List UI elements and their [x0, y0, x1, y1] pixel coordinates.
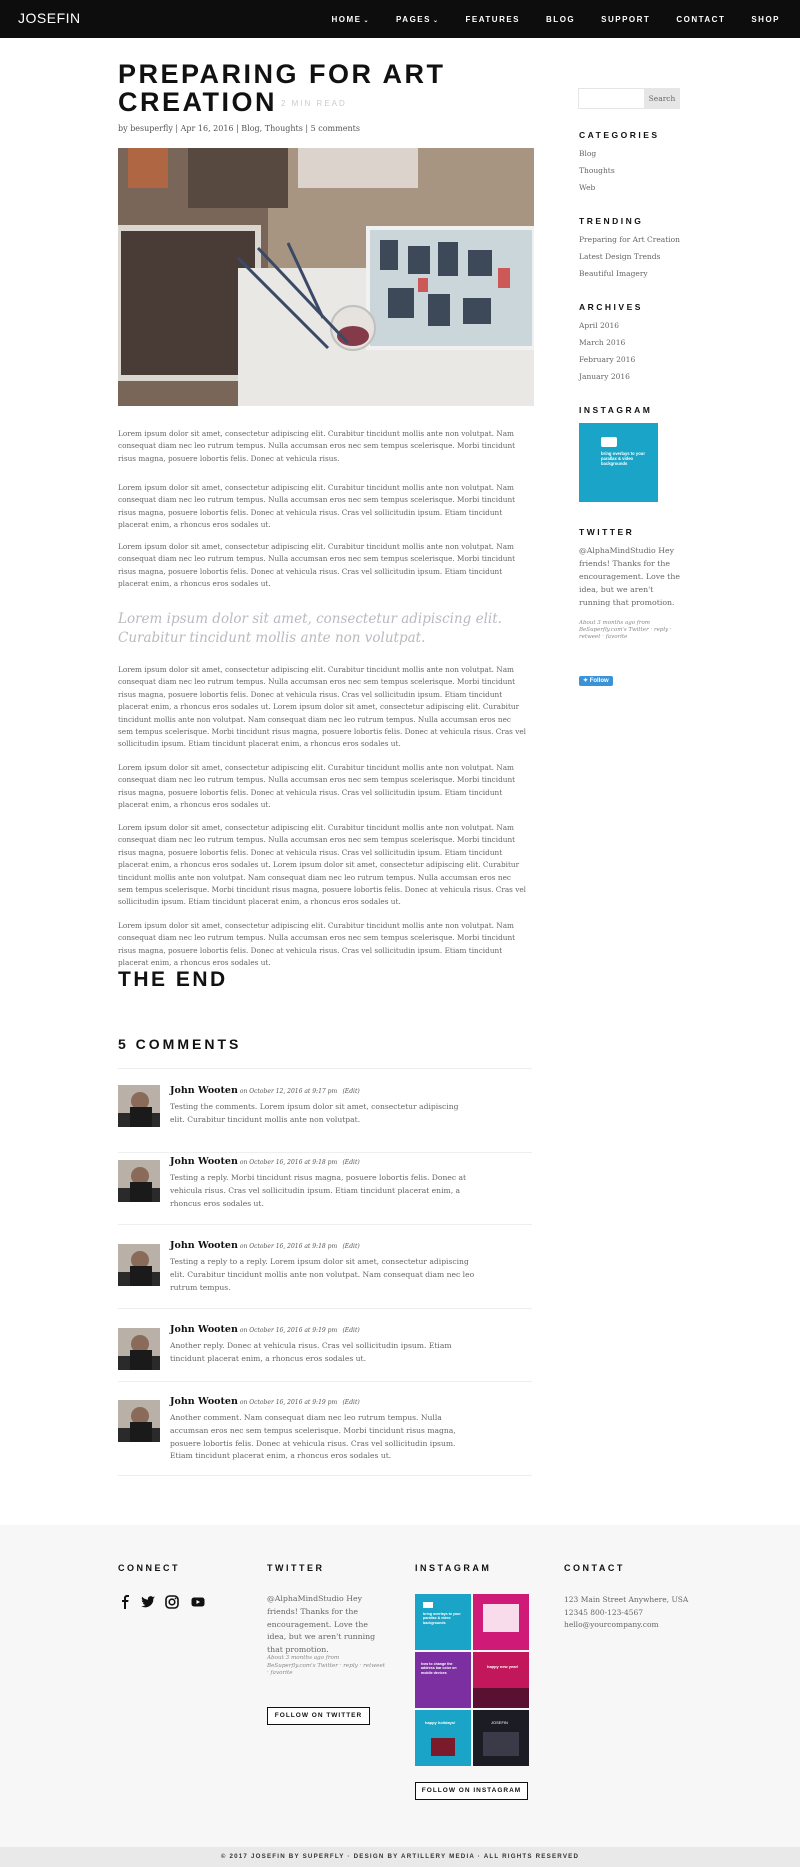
- footer-tweet-text: @AlphaMindStudio Hey friends! Thanks for the encouragement. Love the idea, but we aren't running that promotion.: [267, 1594, 376, 1655]
- comment-author[interactable]: John Wooten: [170, 1156, 238, 1167]
- chevron-down-icon: ⌄: [432, 17, 440, 24]
- edit-link[interactable]: (Edit): [342, 1399, 360, 1406]
- comment-author[interactable]: John Wooten: [170, 1240, 238, 1251]
- search-input[interactable]: [578, 88, 645, 109]
- sidebar-category-web[interactable]: Web: [579, 183, 596, 192]
- comment-text: Testing a reply. Morbi tincidunt risus magna, posuere lobortis felis. Donec at vehicula risus. Cras vel sollicitudin ipsum. Etiam tincidunt placerat enim, a rhoncus eros sodales ut.: [170, 1173, 467, 1208]
- address: 123 Main Street Anywhere, USA: [564, 1595, 689, 1604]
- divider: [118, 1068, 532, 1069]
- email-link[interactable]: hello@yourcompany.com: [564, 1620, 659, 1629]
- divider: [118, 1308, 532, 1309]
- avatar: [118, 1085, 160, 1127]
- instagram-post[interactable]: [415, 1710, 471, 1766]
- divider: [118, 1475, 532, 1476]
- paragraph: Lorem ipsum dolor sit amet, consectetur adipiscing elit. Curabitur tincidunt mollis ante non volutpat. Nam consequat diam nec leo rutrum tempus. Nulla accumsan eros nec sem tempus scelerisque. Morbi tincidunt risus magna, posuere lobortis felis. Donec at vehicula risus. Cras vel sollicitudin ipsum. Etiam tincidunt placerat enim, a rhoncus eros sodales ut. Lorem ipsum dolor sit amet, consectetur adipiscing elit. Curabitur tincidunt mollis ante non volutpat. Nam consequat diam nec leo rutrum tempus. Nulla accumsan eros nec sem tempus scelerisque. Morbi tincidunt risus magna, posuere lobortis felis. Donec at vehicula risus. Cras vel sollicitudin ipsum. Etiam tincidunt placerat enim, a rhoncus eros sodales ut.: [118, 823, 527, 907]
- comments-link[interactable]: 5 comments: [310, 124, 360, 133]
- divider: [118, 1152, 532, 1153]
- archive-link[interactable]: March 2016: [579, 338, 626, 347]
- instagram-post[interactable]: [415, 1594, 471, 1650]
- archive-link[interactable]: February 2016: [579, 355, 636, 364]
- bird-icon: ✦: [583, 678, 589, 684]
- facebook-icon[interactable]: [118, 1594, 134, 1610]
- meta-prefix: by: [118, 124, 131, 133]
- comment: [118, 1085, 538, 1155]
- comment-date[interactable]: on October 16, 2016 at 9:19 pm: [239, 1399, 338, 1406]
- nav-home[interactable]: [332, 15, 371, 24]
- footer: [0, 1525, 800, 1847]
- meta-sep: |: [233, 124, 242, 133]
- edit-link[interactable]: (Edit): [342, 1327, 360, 1334]
- instagram-post[interactable]: [473, 1652, 529, 1708]
- logo-badge: [423, 1602, 433, 1608]
- follow-on-instagram-button[interactable]: FOLLOW ON INSTAGRAM: [415, 1782, 528, 1800]
- sidebar-category-thoughts[interactable]: Thoughts: [579, 166, 615, 175]
- nav-features[interactable]: FEATURES: [465, 14, 521, 24]
- site-logo[interactable]: JOSEFIN: [18, 10, 81, 26]
- author-link[interactable]: besuperfly: [130, 124, 173, 133]
- copyright-bar: © 2017 JOSEFIN BY SUPERFLY · DESIGN BY ARTILLERY MEDIA · ALL RIGHTS RESERVED: [0, 1847, 800, 1867]
- nav-shop[interactable]: SHOP: [751, 14, 780, 24]
- laptop-image: [483, 1604, 519, 1632]
- edit-link[interactable]: (Edit): [342, 1243, 360, 1250]
- post-date: Apr 16, 2016: [180, 124, 234, 133]
- meta-comma: ,: [259, 124, 265, 133]
- avatar: [118, 1328, 160, 1370]
- devices-image: [483, 1732, 519, 1756]
- paragraph: Lorem ipsum dolor sit amet, consectetur adipiscing elit. Curabitur tincidunt mollis ante non volutpat. Nam consequat diam nec leo rutrum tempus. Nulla accumsan eros nec sem tempus scelerisque. Morbi tincidunt risus magna, posuere lobortis felis. Donec at vehicula risus.: [118, 429, 516, 463]
- trending-link[interactable]: Beautiful Imagery: [579, 269, 648, 278]
- paragraph: Lorem ipsum dolor sit amet, consectetur adipiscing elit. Curabitur tincidunt mollis ante non volutpat. Nam consequat diam nec leo rutrum tempus. Nulla accumsan eros nec sem tempus scelerisque. Morbi tincidunt risus magna, posuere lobortis felis. Donec at vehicula risus. Cras vel sollicitudin ipsum. Etiam tincidunt placerat enim, a rhoncus eros sodales ut.: [118, 763, 516, 810]
- logo-badge: [601, 437, 617, 447]
- footer-twitter-title: TWITTER: [267, 1563, 325, 1573]
- hero-image: [118, 148, 534, 406]
- nav-contact[interactable]: CONTACT: [676, 14, 726, 24]
- comment-text: Testing a reply to a reply. Lorem ipsum dolor sit amet, consectetur adipiscing elit. Curabitur tincidunt mollis ante non volutpat. Nam consequat diam nec leo rutrum tempus.: [170, 1257, 475, 1292]
- phone: 12345 800-123-4567: [564, 1607, 644, 1617]
- instagram-caption: happy holidays!: [425, 1720, 456, 1725]
- edit-link[interactable]: (Edit): [342, 1088, 360, 1095]
- sidebar-category-blog[interactable]: Blog: [579, 149, 597, 158]
- comment-date[interactable]: on October 16, 2016 at 9:18 pm: [239, 1243, 338, 1250]
- instagram-post[interactable]: [473, 1710, 529, 1766]
- twitter-title: TWITTER: [579, 527, 635, 537]
- instagram-caption: happy new year!: [487, 1664, 519, 1669]
- nav-support[interactable]: SUPPORT: [601, 14, 651, 24]
- nav-blog[interactable]: BLOG: [546, 14, 576, 24]
- comment-text: Another comment. Nam consequat diam nec leo rutrum tempus. Nulla accumsan eros nec sem tempus scelerisque. Morbi tincidunt risus magna, posuere lobortis felis. Donec at vehicula risus. Cras vel sollicitudin ipsum. Etiam tincidunt placerat enim, a rhoncus eros sodales ut.: [170, 1413, 456, 1461]
- nav-home-label: HOME: [331, 14, 362, 24]
- footer-connect-title: CONNECT: [118, 1563, 180, 1573]
- tweet-text: @AlphaMindStudio Hey friends! Thanks for the encouragement. Love the idea, but we aren't running that promotion.: [579, 546, 680, 607]
- post-title-line2: CREATION: [118, 87, 277, 117]
- instagram-post[interactable]: [415, 1652, 471, 1708]
- comment: [118, 1396, 538, 1486]
- footer-contact-title: CONTACT: [564, 1563, 625, 1573]
- gift-image: [431, 1738, 455, 1756]
- twitter-icon[interactable]: [140, 1594, 156, 1610]
- follow-label: Follow: [589, 678, 609, 684]
- trending-link[interactable]: Preparing for Art Creation: [579, 235, 680, 244]
- instagram-caption: JOSEFIN: [491, 1720, 508, 1725]
- category-link-blog[interactable]: Blog: [241, 124, 260, 133]
- post-title: [118, 60, 448, 118]
- category-link-thoughts[interactable]: Thoughts: [264, 124, 303, 133]
- youtube-icon[interactable]: [190, 1594, 206, 1610]
- nav-pages[interactable]: [396, 15, 439, 24]
- instagram-title: INSTAGRAM: [579, 405, 653, 415]
- archives-title: ARCHIVES: [579, 302, 643, 312]
- avatar: [118, 1400, 160, 1442]
- comments-title: 5 COMMENTS: [118, 1036, 242, 1052]
- top-navigation-bar: [0, 0, 800, 38]
- edit-link[interactable]: (Edit): [342, 1159, 360, 1166]
- meta-sep: |: [302, 124, 311, 133]
- avatar: [118, 1160, 160, 1202]
- comment-author[interactable]: John Wooten: [170, 1085, 238, 1096]
- instagram-post[interactable]: [473, 1594, 529, 1650]
- footer-instagram-title: INSTAGRAM: [415, 1563, 492, 1573]
- pull-quote: Lorem ipsum dolor sit amet, consectetur adipiscing elit. Curabitur tincidunt mollis ante non volutpat.: [118, 611, 502, 646]
- avatar: [118, 1244, 160, 1286]
- search-button[interactable]: Search: [644, 88, 680, 109]
- instagram-icon[interactable]: [164, 1594, 180, 1610]
- crowd-image: [473, 1688, 529, 1708]
- trending-link[interactable]: Latest Design Trends: [579, 252, 661, 261]
- comment-text: Testing the comments. Lorem ipsum dolor sit amet, consectetur adipiscing elit. Curabitur tincidunt mollis ante non volutpat.: [170, 1102, 459, 1124]
- instagram-caption: bring overlays to your parallax & video backgrounds: [423, 1612, 461, 1625]
- instagram-thumbnail[interactable]: [579, 423, 658, 502]
- comment-date[interactable]: on October 16, 2016 at 9:19 pm: [239, 1327, 338, 1334]
- divider: [118, 1381, 532, 1382]
- tweet-meta: About 3 months ago from BeSuperfly.com's Twitter · reply · retweet · favorite: [579, 620, 672, 640]
- read-time: 2 MIN READ: [281, 98, 347, 108]
- categories-title: CATEGORIES: [579, 130, 660, 140]
- instagram-caption: how to change the address bar color on mobile devices: [421, 1662, 457, 1675]
- paragraph: Lorem ipsum dolor sit amet, consectetur adipiscing elit. Curabitur tincidunt mollis ante non volutpat. Nam consequat diam nec leo rutrum tempus. Nulla accumsan eros nec sem tempus scelerisque. Morbi tincidunt risus magna, posuere lobortis felis. Donec at vehicula risus. Cras vel sollicitudin ipsum. Etiam tincidunt placerat enim, a rhoncus eros sodales ut.: [118, 542, 516, 589]
- comment-author[interactable]: John Wooten: [170, 1324, 238, 1335]
- main-nav: [306, 0, 780, 38]
- post-title-line1: PREPARING FOR ART: [118, 59, 446, 89]
- post-meta: [118, 124, 360, 133]
- meta-sep: |: [172, 124, 181, 133]
- archive-link[interactable]: April 2016: [579, 321, 620, 330]
- comment-text: Another reply. Donec at vehicula risus. Cras vel sollicitudin ipsum. Etiam tincidunt placerat enim, a rhoncus eros sodales ut.: [170, 1341, 452, 1363]
- twitter-follow-button[interactable]: [579, 676, 613, 686]
- follow-on-twitter-button[interactable]: FOLLOW ON TWITTER: [267, 1707, 370, 1725]
- paragraph: Lorem ipsum dolor sit amet, consectetur adipiscing elit. Curabitur tincidunt mollis ante non volutpat. Nam consequat diam nec leo rutrum tempus. Nulla accumsan eros nec sem tempus scelerisque. Morbi tincidunt risus magna, posuere lobortis felis. Donec at vehicula risus. Cras vel sollicitudin ipsum. Etiam tincidunt placerat enim, a rhoncus eros sodales ut.: [118, 921, 516, 968]
- divider: [118, 1224, 532, 1225]
- comment-date[interactable]: on October 16, 2016 at 9:18 pm: [239, 1159, 338, 1166]
- trending-title: TRENDING: [579, 216, 644, 226]
- archive-link[interactable]: January 2016: [579, 372, 630, 381]
- comment-author[interactable]: John Wooten: [170, 1396, 238, 1407]
- contact-info: [564, 1594, 704, 1632]
- comment: [118, 1324, 538, 1394]
- footer-tweet-meta: About 3 months ago from BeSuperfly.com's Twitter · reply · retweet · favorite: [267, 1655, 385, 1676]
- instagram-caption: bring overlays to your parallax & video backgrounds: [601, 451, 645, 466]
- nav-pages-label: PAGES: [396, 14, 431, 24]
- comment-date[interactable]: on October 12, 2016 at 9:17 pm: [239, 1088, 338, 1095]
- chevron-down-icon: ⌄: [363, 17, 371, 24]
- paragraph: Lorem ipsum dolor sit amet, consectetur adipiscing elit. Curabitur tincidunt mollis ante non volutpat. Nam consequat diam nec leo rutrum tempus. Nulla accumsan eros nec sem tempus scelerisque. Morbi tincidunt risus magna, posuere lobortis felis. Donec at vehicula risus. Cras vel sollicitudin ipsum. Etiam tincidunt placerat enim, a rhoncus eros sodales ut. Lorem ipsum dolor sit amet, consectetur adipiscing elit. Curabitur tincidunt mollis ante non volutpat. Nam consequat diam nec leo rutrum tempus. Nulla accumsan eros nec sem tempus scelerisque. Morbi tincidunt risus magna, posuere lobortis felis. Donec at vehicula risus. Cras vel sollicitudin ipsum. Etiam tincidunt placerat enim, a rhoncus eros sodales ut.: [118, 665, 527, 749]
- the-end-heading: THE END: [118, 968, 228, 991]
- paragraph: Lorem ipsum dolor sit amet, consectetur adipiscing elit. Curabitur tincidunt mollis ante non volutpat. Nam consequat diam nec leo rutrum tempus. Nulla accumsan eros nec sem tempus scelerisque. Morbi tincidunt risus magna, posuere lobortis felis. Donec at vehicula risus. Cras vel sollicitudin ipsum. Etiam tincidunt placerat enim, a rhoncus eros sodales ut.: [118, 483, 516, 530]
